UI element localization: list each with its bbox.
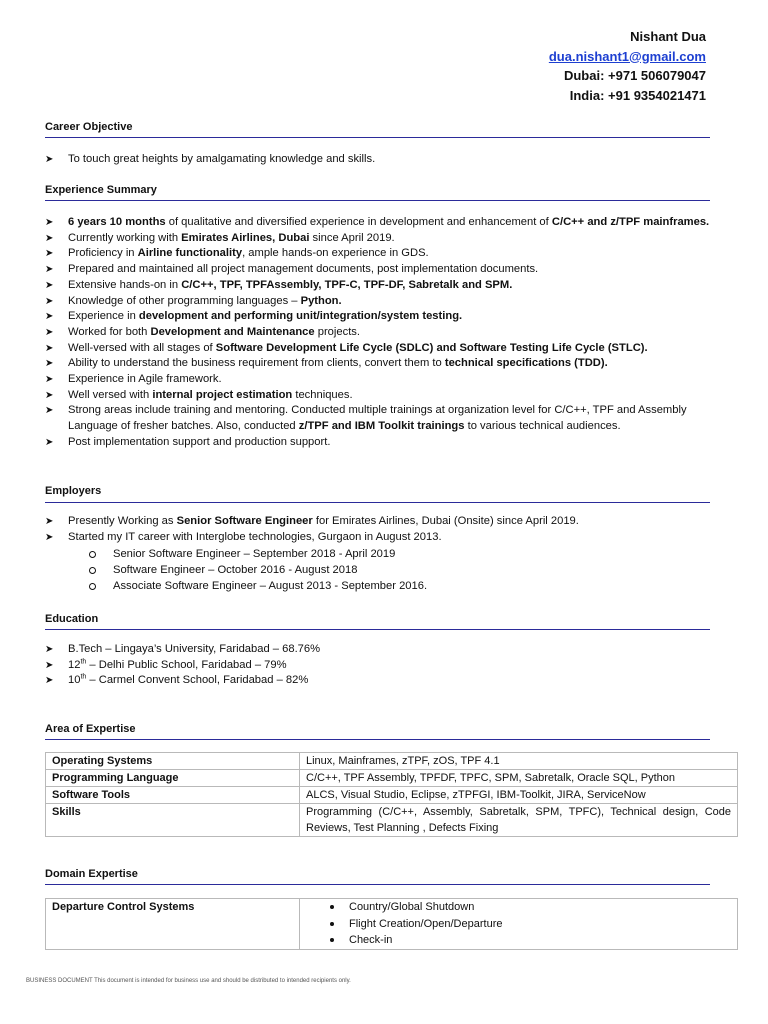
list-item [45,356,715,372]
footer-disclaimer: BUSINESS DOCUMENT This document is intended for business use and should be distributed to intended recipients only. [26,978,351,984]
list-item [45,278,715,294]
text: Experience in Agile framework. [68,373,222,386]
text: Prepared and maintained all project management documents, post implementation documents. [68,263,539,276]
arrow-bullet-icon: ➤ [45,516,54,527]
arrow-bullet-icon: ➤ [45,374,54,386]
circle-bullet-icon [89,583,96,590]
bold-text: Development and Maintenance [150,325,315,338]
text: Well versed with [68,388,153,401]
domain-table [45,898,738,950]
text: Ability to understand the business requirement from clients, convert them to [68,357,445,370]
text: Started my IT career with Interglobe technologies, Gurgaon in August 2013. [68,530,442,543]
text: Strong areas include training and mentoring. Conducted multiple trainings at organization level for C/C++, TPF and Assembly Language of fresher batches. Also, conducted [68,404,687,433]
table-row [46,753,738,770]
list-item: ➤ 10th – Carmel Convent School, Faridabad – 82% [45,673,715,689]
list-item [45,246,715,262]
list-item [45,341,715,357]
domain-item: Check-in [306,932,731,949]
list-item [45,372,715,388]
text: techniques. [292,388,353,401]
text: since April 2019. [309,231,395,244]
expertise-value: ALCS, Visual Studio, Eclipse, zTPFGI, IBM-Toolkit, JIRA, ServiceNow [300,787,738,804]
domain-expertise-title: Domain Expertise [45,868,138,880]
text: Proficiency in [68,247,138,260]
arrow-bullet-icon: ➤ [45,279,54,291]
bold-text: Software Development Life Cycle (SDLC) and Software Testing Life Cycle (STLC). [215,341,648,354]
role-item: Associate Software Engineer – August 2013 - September 2016. [89,578,427,594]
text: for Emirates Airlines, Dubai (Onsite) since April 2019. [312,515,579,527]
arrow-bullet-icon: ➤ [45,644,54,655]
section-divider [45,502,710,503]
list-item [45,514,715,530]
text: Well-versed with all stages of [68,341,216,354]
bold-text: C/C++, TPF, TPFAssembly, TPF-C, TPF-DF, Sabretalk and SPM. [181,278,513,291]
circle-bullet-icon [89,567,96,574]
list-item [45,435,715,451]
list-item: ➤ B.Tech – Lingaya’s University, Faridabad – 68.76% [45,642,715,658]
phone-dubai: Dubai: +971 506079047 [563,68,706,83]
list-item [45,309,715,325]
arrow-bullet-icon: ➤ [45,311,54,323]
circle-bullet-icon [89,551,96,558]
arrow-bullet-icon: ➤ [45,232,54,244]
text: Experience in [68,310,139,323]
list-item [45,388,715,404]
education-title: Education [45,613,99,625]
arrow-bullet-icon: ➤ [45,264,54,276]
list-item [45,294,715,310]
arrow-bullet-icon: ➤ [45,295,54,307]
domain-items-list [306,899,731,949]
bold-text: z/TPF and IBM Toolkit trainings [298,420,465,433]
email-link[interactable]: dua.nishant1@gmail.com [548,48,706,64]
employers-title: Employers [45,485,102,497]
domain-key: Departure Control Systems [46,899,300,950]
expertise-value: Linux, Mainframes, zTPF, zOS, TPF 4.1 [300,753,738,770]
arrow-bullet-icon: ➤ [45,675,54,687]
dot-bullet-icon [330,938,334,942]
bold-text: Emirates Airlines, Dubai [181,231,310,244]
phone-india: India: +91 9354021471 [569,87,706,103]
text: Presently Working as [68,515,177,527]
arrow-bullet-icon: ➤ [45,358,54,370]
expertise-value: C/C++, TPF Assembly, TPFDF, TPFC, SPM, Sabretalk, Oracle SQL, Python [300,770,738,787]
list-item [45,262,715,278]
arrow-bullet-icon: ➤ [45,154,54,165]
text: of qualitative and diversified experience in development and enhancement of [165,216,552,228]
arrow-bullet-icon: ➤ [45,217,54,228]
bold-text: Airline functionality [137,247,243,260]
experience-summary-list [45,215,715,451]
bold-text: Senior Software Engineer [176,515,313,527]
list-item [45,231,715,247]
expertise-value: Programming (C/C++, Assembly, Sabretalk, SPM, TPFC), Technical design, Code Reviews, Test Planning , Defects Fixing [300,804,738,837]
domain-item: Country/Global Shutdown [306,899,731,916]
domain-item: Flight Creation/Open/Departure [306,916,731,933]
section-divider [45,200,710,201]
candidate-name: Nishant Dua [630,29,706,44]
table-row [46,787,738,804]
bold-text: development and performing unit/integration/system testing. [138,310,463,323]
text: to various technical audiences. [464,420,621,433]
list-item: ➤ 12th – Delhi Public School, Faridabad – 79% [45,658,715,674]
text: Currently working with [68,231,182,244]
employers-list [45,514,715,545]
text: Worked for both [68,325,151,338]
text: Extensive hands-on in [68,278,182,291]
table-row [46,899,738,950]
experience-summary-title: Experience Summary [45,184,157,196]
contact-header [549,27,706,105]
expertise-key: Operating Systems [46,753,300,770]
employer-roles-list [89,546,427,594]
list-item [45,530,715,546]
role-item: Senior Software Engineer – September 2018 - April 2019 [89,546,427,562]
expertise-key: Skills [46,804,300,837]
section-divider [45,739,710,740]
text: , ample hands-on experience in GDS. [242,247,429,260]
section-divider [45,884,710,885]
career-objective-title: Career Objective [45,121,133,133]
arrow-bullet-icon: ➤ [45,436,54,448]
expertise-key: Software Tools [46,787,300,804]
list-item [45,215,715,231]
bold-text: internal project estimation [152,388,293,401]
arrow-bullet-icon: ➤ [45,389,54,401]
text: Knowledge of other programming languages – [68,294,301,307]
text: Post implementation support and production support. [68,435,331,448]
bold-text: technical specifications (TDD). [444,357,608,370]
arrow-bullet-icon: ➤ [45,342,54,354]
dot-bullet-icon [330,922,334,926]
bold-text: 6 years 10 months [68,216,166,228]
area-of-expertise-title: Area of Expertise [45,723,136,735]
arrow-bullet-icon: ➤ [45,531,54,543]
arrow-bullet-icon: ➤ [45,326,54,338]
expertise-table [45,752,738,837]
list-item [45,403,715,434]
arrow-bullet-icon: ➤ [45,405,54,417]
role-item: Software Engineer – October 2016 - August 2018 [89,562,427,578]
list-item [45,325,715,341]
arrow-bullet-icon: ➤ [45,248,54,260]
section-divider [45,629,710,630]
table-row [46,770,738,787]
list-item: ➤ To touch great heights by amalgamating knowledge and skills. [45,152,715,168]
domain-values [300,899,738,950]
education-list [45,642,715,689]
career-objective-list [45,152,715,168]
bold-text: Python. [300,294,342,307]
arrow-bullet-icon: ➤ [45,659,54,671]
dot-bullet-icon [330,905,334,909]
text: projects. [314,325,361,338]
section-divider [45,137,710,138]
table-row [46,804,738,837]
expertise-key: Programming Language [46,770,300,787]
bold-text: C/C++ and z/TPF mainframes. [551,216,710,228]
